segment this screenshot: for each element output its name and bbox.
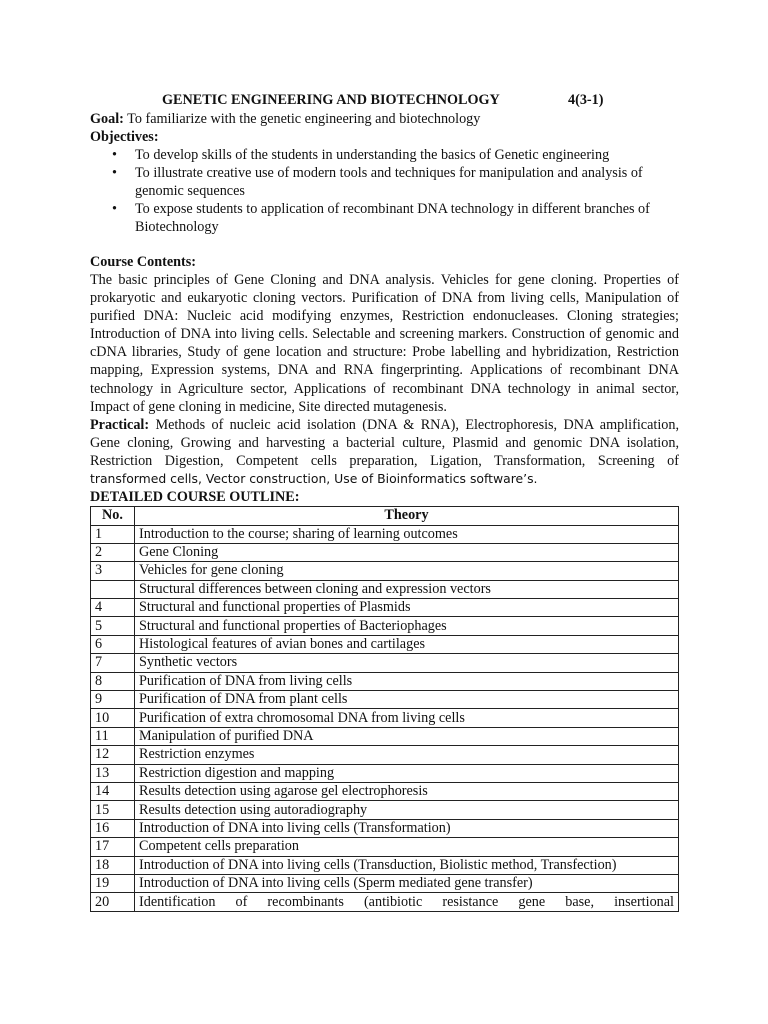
- row-number: 20: [91, 893, 135, 911]
- row-number: 15: [91, 801, 135, 819]
- row-topic: Restriction enzymes: [135, 746, 679, 764]
- row-topic: Introduction of DNA into living cells (Transformation): [135, 819, 679, 837]
- table-row: [91, 525, 679, 543]
- row-topic: Competent cells preparation: [135, 838, 679, 856]
- table-row: [91, 838, 679, 856]
- bullet-icon: •: [112, 147, 117, 163]
- objective-item: [90, 200, 679, 236]
- table-row: [91, 801, 679, 819]
- row-topic: Vehicles for gene cloning: [135, 562, 679, 580]
- row-number: 18: [91, 856, 135, 874]
- row-topic: Manipulation of purified DNA: [135, 727, 679, 745]
- table-row: [91, 543, 679, 561]
- objective-text: To expose students to application of recombinant DNA technology in different branches of Biotechnology: [135, 201, 650, 235]
- row-topic: Introduction of DNA into living cells (Transduction, Biolistic method, Transfection): [135, 856, 679, 874]
- goal-text: To familiarize with the genetic engineering and biotechnology: [123, 111, 481, 127]
- row-topic: Purification of DNA from plant cells: [135, 691, 679, 709]
- row-topic: Gene Cloning: [135, 543, 679, 561]
- row-number: 2: [91, 543, 135, 561]
- row-topic: Histological features of avian bones and cartilages: [135, 635, 679, 653]
- course-title: GENETIC ENGINEERING AND BIOTECHNOLOGY: [162, 92, 500, 108]
- goal-label: Goal:: [90, 111, 124, 127]
- outline-heading: DETAILED COURSE OUTLINE:: [90, 489, 300, 506]
- table-row: [91, 782, 679, 800]
- table-row: [91, 672, 679, 690]
- row-number: 4: [91, 599, 135, 617]
- table-row: [91, 856, 679, 874]
- row-number: 7: [91, 654, 135, 672]
- objective-text: To develop skills of the students in understanding the basics of Genetic engineering: [135, 147, 610, 163]
- row-topic: Structural and functional properties of Plasmids: [135, 599, 679, 617]
- row-number: 11: [91, 727, 135, 745]
- row-number: 6: [91, 635, 135, 653]
- row-topic: Identification of recombinants (antibiotic resistance gene base, insertional: [135, 893, 679, 911]
- row-number: 9: [91, 691, 135, 709]
- table-row: [91, 893, 679, 911]
- row-topic: Structural differences between cloning and expression vectors: [135, 580, 679, 598]
- row-number: 12: [91, 746, 135, 764]
- practical-paragraph: [90, 416, 679, 488]
- objective-item: [90, 164, 679, 200]
- row-number: 17: [91, 838, 135, 856]
- row-number: [91, 580, 135, 598]
- practical-text-tail: transformed cells, Vector construction, Use of Bioinformatics software’s.: [90, 471, 538, 487]
- objective-text: To illustrate creative use of modern tools and techniques for manipulation and analysis of genomic sequences: [135, 165, 643, 199]
- table-row: [91, 709, 679, 727]
- practical-label: Practical:: [90, 416, 150, 433]
- goal-line: [90, 110, 679, 128]
- row-topic: Restriction digestion and mapping: [135, 764, 679, 782]
- table-row: [91, 562, 679, 580]
- objectives-heading: Objectives:: [90, 129, 159, 145]
- row-number: 1: [91, 525, 135, 543]
- table-row: [91, 635, 679, 653]
- title-row: [90, 92, 679, 110]
- row-topic: Purification of extra chromosomal DNA from living cells: [135, 709, 679, 727]
- course-contents-heading: Course Contents:: [90, 254, 197, 270]
- bullet-icon: •: [112, 201, 117, 217]
- practical-text: Methods of nucleic acid isolation (DNA & RNA), Electrophoresis, DNA amplification, Gene cloning, Growing and harvesting a bacterial culture, Plasmid and genomic DNA isolation, Restriction Digestion, Competent cells preparation, Ligation, Transformation, Screening of: [90, 416, 679, 469]
- objectives-list: [90, 146, 679, 236]
- table-row: [91, 617, 679, 635]
- row-topic: Introduction to the course; sharing of learning outcomes: [135, 525, 679, 543]
- row-number: 19: [91, 874, 135, 892]
- objective-item: [90, 146, 679, 164]
- table-row: [91, 599, 679, 617]
- row-topic: Structural and functional properties of Bacteriophages: [135, 617, 679, 635]
- row-topic: Purification of DNA from living cells: [135, 672, 679, 690]
- row-topic: Introduction of DNA into living cells (Sperm mediated gene transfer): [135, 874, 679, 892]
- table-row: [91, 580, 679, 598]
- table-row: [91, 727, 679, 745]
- table-row: [91, 654, 679, 672]
- spacer: [90, 236, 679, 253]
- table-row: [91, 764, 679, 782]
- row-topic: Synthetic vectors: [135, 654, 679, 672]
- row-number: 14: [91, 782, 135, 800]
- course-outline-table: [90, 506, 679, 912]
- row-number: 13: [91, 764, 135, 782]
- row-topic: Results detection using autoradiography: [135, 801, 679, 819]
- table-row: [91, 819, 679, 837]
- row-number: 5: [91, 617, 135, 635]
- row-number: 16: [91, 819, 135, 837]
- column-header-no: No.: [91, 507, 135, 525]
- bullet-icon: •: [112, 165, 117, 181]
- row-number: 3: [91, 562, 135, 580]
- course-contents-text: The basic principles of Gene Cloning and DNA analysis. Vehicles for gene cloning. Properties of prokaryotic and eukaryotic cloning vectors. Purification of DNA from living cells, Manipulation of purified DNA: Nucleic acid modifying enzymes, Restriction endonucleases. Cloning strategies; Introduction of DNA into living cells. Selectable and screening markers. Construction of genomic and cDNA libraries, Study of gene location and structure: Probe labelling and hybridization, Restriction mapping, Expression systems, DNA and RNA fingerprinting. Applications of recombinant DNA technology in Agriculture sector, Applications of recombinant DNA technology in animal sector, Impact of gene cloning in medicine, Site directed mutagenesis.: [90, 272, 679, 415]
- row-topic: Results detection using agarose gel electrophoresis: [135, 782, 679, 800]
- row-number: 8: [91, 672, 135, 690]
- credit-hours: 4(3-1): [568, 92, 604, 108]
- document-page: [90, 92, 679, 912]
- table-row: [91, 874, 679, 892]
- column-header-theory: Theory: [135, 507, 679, 525]
- table-row: [91, 746, 679, 764]
- row-number: 10: [91, 709, 135, 727]
- table-row: [91, 691, 679, 709]
- table-header-row: [91, 507, 679, 525]
